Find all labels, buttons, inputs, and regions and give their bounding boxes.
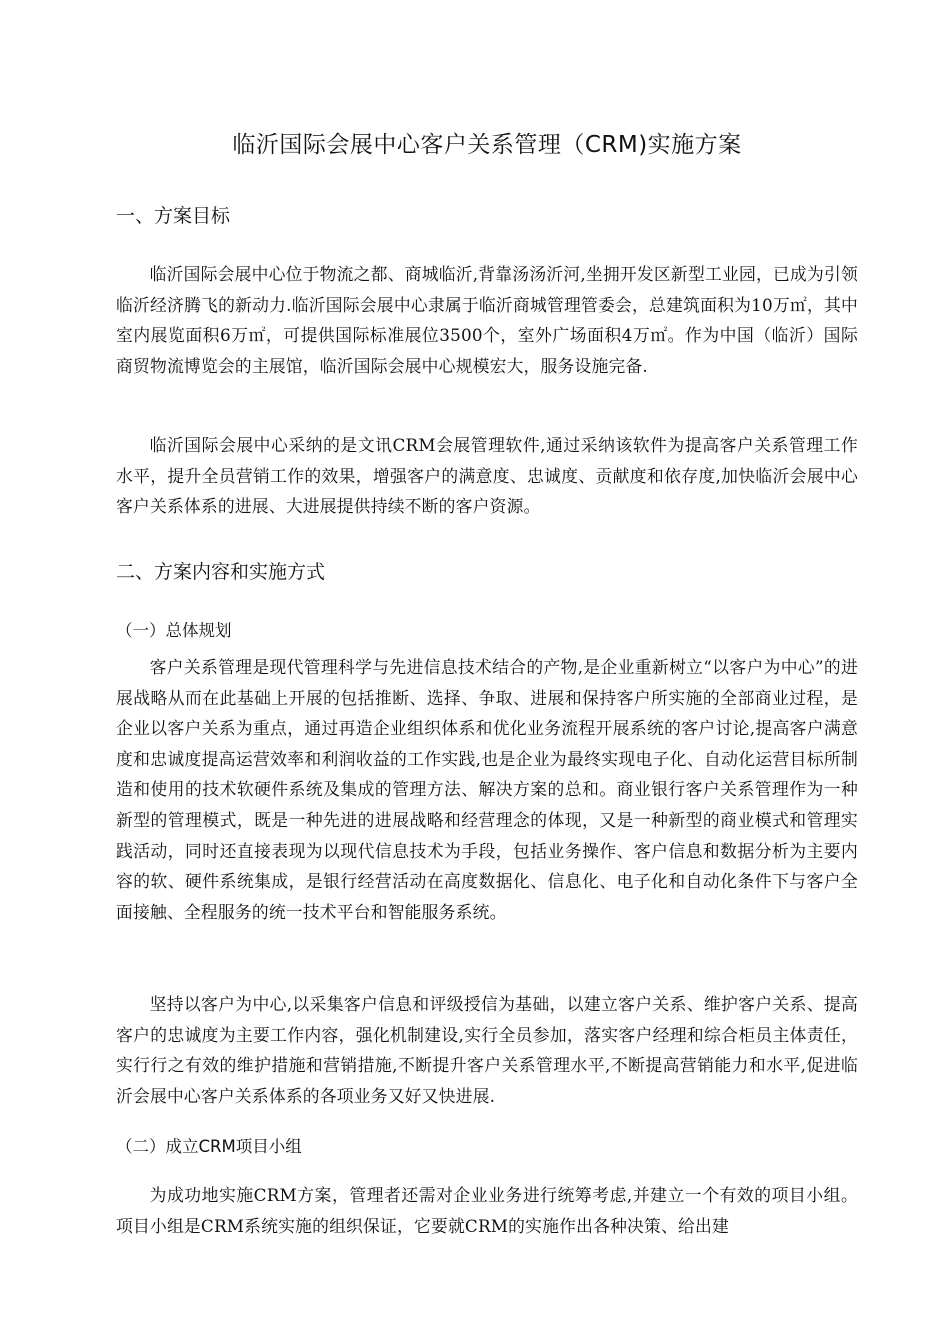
section-heading-content: 二、方案内容和实施方式 (116, 561, 326, 583)
paragraph-project-team: 为成功地实施CRM方案，管理者还需对企业业务进行统筹考虑,并建立一个有效的项目小组。项目小组是CRM系统实施的组织保证，它要就CRM的实施作出各种决策、给出建 (116, 1185, 858, 1236)
paragraph-center-intro: 临沂国际会展中心位于物流之都、商城临沂,背靠汤汤沂河,坐拥开发区新型工业园，已成为引领临沂经济腾飞的新动力.临沂国际会展中心隶属于临沂商城管理管委会，总建筑面积为10万㎡，其中室内展览面积6万㎡，可提供国际标准展位3500个，室外广场面积4万㎡。作为中国（临沂）国际商贸物流博览会的主展馆，临沂国际会展中心规模宏大，服务设施完备. (116, 264, 858, 376)
document-title: 临沂国际会展中心客户关系管理（CRM)实施方案 (232, 132, 742, 158)
paragraph-customer-centric: 坚持以客户为中心,以采集客户信息和评级授信为基础，以建立客户关系、维护客户关系、提高客户的忠诚度为主要工作内容，强化机制建设,实行全员参加，落实客户经理和综合柜员主体责任，实行行之有效的维护措施和营销措施,不断提升客户关系管理水平,不断提高营销能力和水平,促进临沂会展中心客户关系体系的各项业务又好又快进展. (116, 994, 858, 1106)
section-heading-goals: 一、方案目标 (116, 205, 231, 227)
paragraph-crm-software: 临沂国际会展中心采纳的是文讯CRM会展管理软件,通过采纳该软件为提高客户关系管理工作水平，提升全员营销工作的效果，增强客户的满意度、忠诚度、贡献度和依存度,加快临沂会展中心客户关系体系的进展、大进展提供持续不断的客户资源。 (116, 435, 858, 517)
subsection-heading-planning: （一）总体规划 (116, 621, 232, 640)
paragraph-crm-definition: 客户关系管理是现代管理科学与先进信息技术结合的产物,是企业重新树立“以客户为中心”的进展战略从而在此基础上开展的包括推断、选择、争取、进展和保持客户所实施的全部商业过程，是企业以客户关系为重点，通过再造企业组织体系和优化业务流程开展系统的客户讨论,提高客户满意度和忠诚度提高运营效率和利润收益的工作实践,也是企业为最终实现电子化、自动化运营目标所制造和使用的技术软硬件系统及集成的管理方法、解决方案的总和。商业银行客户关系管理作为一种新型的管理模式，既是一种先进的进展战略和经营理念的体现，又是一种新型的商业模式和管理实践活动，同时还直接表现为以现代信息技术为手段，包括业务操作、客户信息和数据分析为主要内容的软、硬件系统集成，是银行经营活动在高度数据化、信息化、电子化和自动化条件下与客户全面接触、全程服务的统一技术平台和智能服务系统。 (116, 657, 858, 922)
subsection-heading-project-team: （二）成立CRM项目小组 (116, 1137, 302, 1156)
document-page (116, 0, 858, 1344)
